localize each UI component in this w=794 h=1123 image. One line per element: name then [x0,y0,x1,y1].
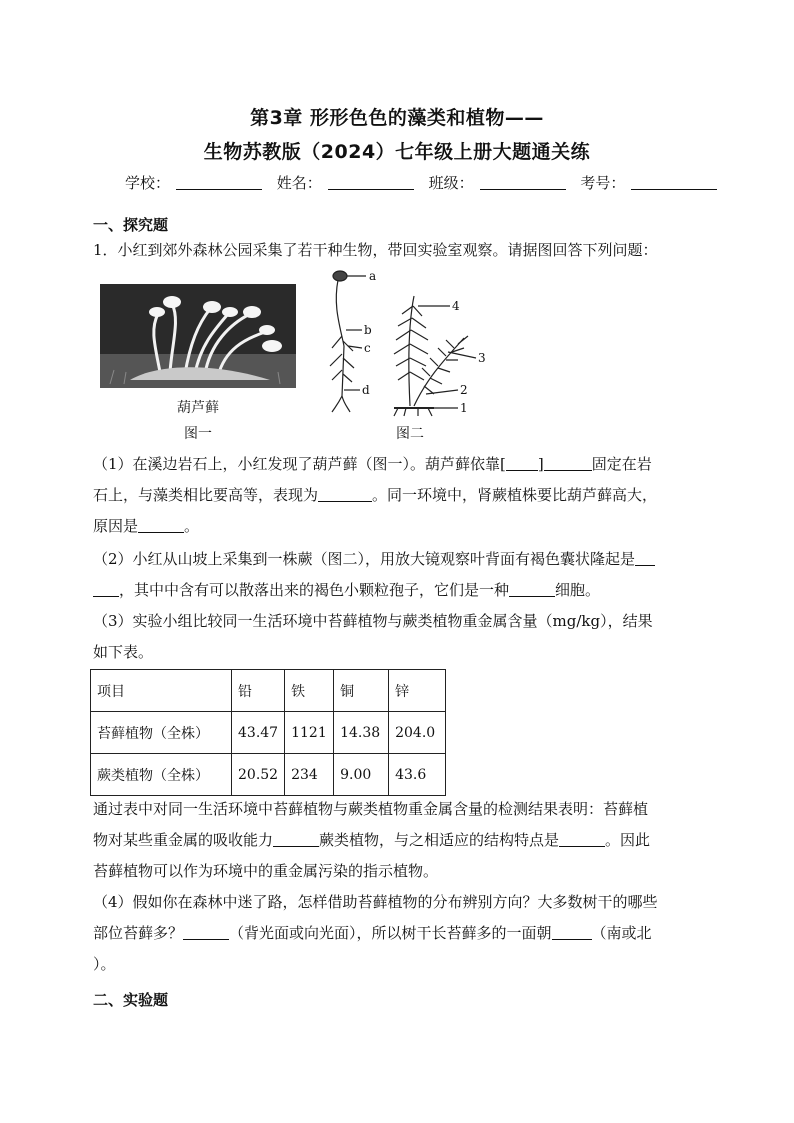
table-cell: 14.38 [334,712,389,754]
table-cell: 204.0 [389,712,446,754]
label-4: 4 [452,299,460,313]
part4-blank-direction[interactable] [552,925,592,940]
question1-stem: 1．小红到郊外森林公园采集了若干种生物，带回实验室观察。请据图回答下列问题： [93,241,658,259]
table-cell: 234 [285,754,334,796]
part1-text-f: 原因是 [93,517,139,535]
table-cell: 20.52 [232,754,285,796]
name-blank[interactable] [328,175,414,190]
school-label: 学校： [125,174,171,192]
table-cell: 1121 [285,712,334,754]
school-blank[interactable] [176,175,262,190]
table-header-cell: 项目 [91,670,232,712]
part4-text-c: （背光面或向光面），所以树干长苔藓多的一面朝 [229,924,552,942]
label-3: 3 [478,351,486,365]
part2-blank-sori-end[interactable] [93,582,119,597]
part4-text-d: （南或北 [591,924,652,942]
part4-text-a: （4）假如你在森林中迷了路，怎样借助苔藓植物的分布辨别方向？大多数树干的哪些 [93,893,658,911]
label-2: 2 [460,383,468,397]
class-blank[interactable] [480,175,566,190]
part4-text-e: ）。 [93,955,116,973]
analysis-text-e: 苔藓植物可以作为环境中的重金属污染的指示植物。 [93,862,439,880]
part2-blank-sori-start[interactable] [635,551,655,566]
part1-text-b: ] [537,455,544,473]
part3-text-b: 如下表。 [93,643,154,661]
analysis-text-b: 物对某些重金属的吸收能力 [93,831,274,849]
question1-part2 [93,544,703,606]
analysis-text-a: 通过表中对同一生活环境中苔藓植物与蕨类植物重金属含量的检测结果表明：苔藓植 [93,800,649,818]
table-row [91,754,446,796]
exam-number-label: 考号： [580,174,626,192]
label-d: d [362,383,370,397]
section-heading-experiment: 二、实验题 [93,991,169,1009]
part2-text-b: ，其中中含有可以散落出来的褐色小颗粒孢子，它们是一种 [119,581,510,599]
question1-part4 [93,887,703,980]
class-label: 班级： [428,174,474,192]
part1-blank-number[interactable] [506,456,538,471]
part1-text-e: 。同一环境中，肾蕨植株要比葫芦藓高大， [372,486,658,504]
table-header-cell: 锌 [389,670,446,712]
analysis-text-d: 。因此 [605,831,651,849]
table-header-cell: 铁 [285,670,334,712]
part1-blank-structure[interactable] [544,456,592,471]
part1-blank-reason[interactable] [138,518,184,533]
exam-number-blank[interactable] [631,175,717,190]
moss-photo-figure [100,284,296,388]
analysis-blank-structure[interactable] [559,832,605,847]
part1-text-c: 固定在岩 [591,455,652,473]
figure1-caption: 图一 [184,426,212,442]
part1-text-g: 。 [184,517,200,535]
table-header-row [91,670,446,712]
table-cell: 蕨类植物（全株） [91,754,232,796]
part2-text-c: 细胞。 [555,581,601,599]
figure1-plant-name: 葫芦藓 [177,400,219,416]
analysis-blank-ability[interactable] [273,832,319,847]
analysis-text-c: 蕨类植物，与之相适应的结构特点是 [319,831,560,849]
label-b: b [364,323,372,337]
part2-blank-cell[interactable] [509,582,555,597]
label-c: c [364,341,371,355]
table-cell: 43.47 [232,712,285,754]
question1-part3 [93,606,703,668]
question1-part1 [93,449,703,542]
section-heading-inquiry: 一、探究题 [93,216,169,234]
page-title-line1: 第3章 形形色色的藻类和植物—— [250,107,544,129]
name-label: 姓名： [276,174,322,192]
student-info-line [125,172,717,193]
table-cell: 43.6 [389,754,446,796]
table-cell: 9.00 [334,754,389,796]
question1-table-analysis [93,794,703,887]
label-a: a [369,269,377,283]
table-header-cell: 铅 [232,670,285,712]
table-cell: 苔藓植物（全株） [91,712,232,754]
part1-text-d: 石上，与藻类相比要高等，表现为 [93,486,319,504]
part2-text-a: （2）小红从山坡上采集到一株蕨（图二），用放大镜观察叶背面有褐色囊状隆起是 [93,550,636,568]
part1-text-a: （1）在溪边岩石上，小红发现了葫芦藓（图一）。葫芦藓依靠[ [93,455,506,473]
label-1: 1 [460,401,468,415]
part3-text-a: （3）实验小组比较同一生活环境中苔藓植物与蕨类植物重金属含量（mg/kg），结果 [93,612,653,630]
moss-and-fern-diagram [318,266,490,420]
figure2-caption: 图二 [396,426,424,442]
part4-text-b: 部位苔藓多？ [93,924,184,942]
part4-blank-side[interactable] [183,925,229,940]
page-title-line2: 生物苏教版（2024）七年级上册大题通关练 [203,141,591,163]
part1-blank-advance[interactable] [318,487,372,502]
table-header-cell: 铜 [334,670,389,712]
table-row [91,712,446,754]
heavy-metal-table [90,669,446,796]
